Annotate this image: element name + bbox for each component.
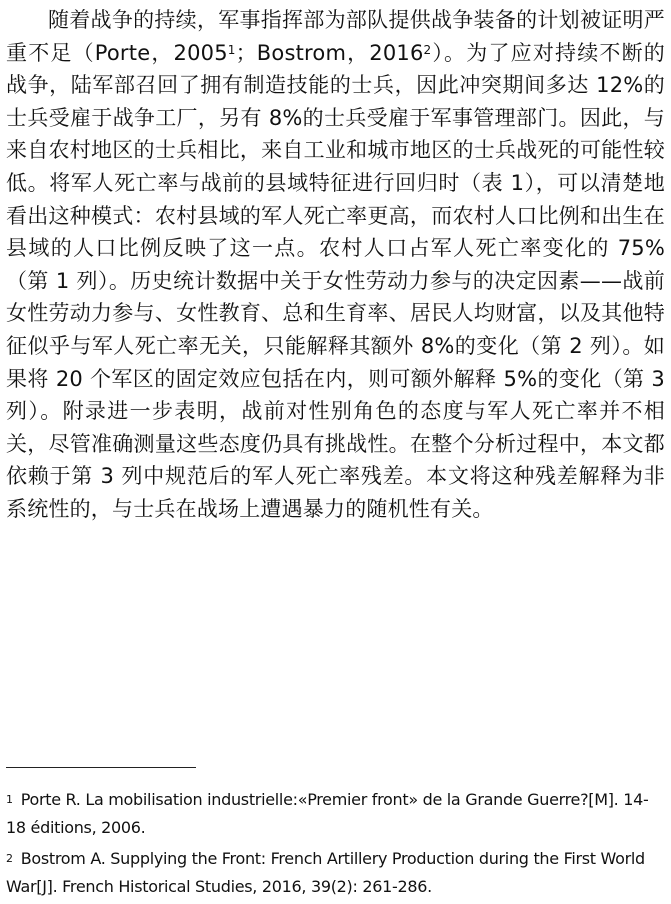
footnote-text-2: Bostrom A. Supplying the Front: French Artillery Production during the First World War[J]. French Historical Studies, 2016, 39(2): 261-286. bbox=[6, 849, 645, 896]
paragraph-text-part-3: ）。为了应对持续不断的战争，陆军部召回了拥有制造技能的士兵，因此冲突期间多达 12%的士兵受雇于战争工厂，另有 8%的士兵受雇于军事管理部门。因此，与来自农村地区的士兵相比，来自工业和城市地区的士兵战死的可能性较低。将军人死亡率与战前的县域特征进行回归时（表 1），可以清楚地看出这种模式：农村县域的军人死亡率更高，而农村人口比例和出生在县域的人口比例反映了这一点。农村人口占军人死亡率变化的 75%（第 1 列）。历史统计数据中关于女性劳动力参与的决定因素——战前女性劳动力参与、女性教育、总和生育率、居民人均财富，以及其他特征似乎与军人死亡率无关，只能解释其额外 8%的变化（第 2 列）。如果将 20 个军区的固定效应包括在内，则可额外解释 5%的变化（第 3 列）。附录进一步表明，战前对性别角色的态度与军人死亡率并不相关，尽管准确测量这些态度仍具有挑战性。在整个分析过程中，本文都依赖于第 3 列中规范后的军人死亡率残差。本文将这种残差解释为非系统性的，与士兵在战场上遭遇暴力的随机性有关。 bbox=[6, 40, 665, 521]
footnote-reference-1[interactable]: 1 bbox=[227, 42, 236, 57]
footnote-text-1: Porte R. La mobilisation industrielle:«Premier front» de la Grande Guerre?[M]. 14-18 éditions, 2006. bbox=[6, 790, 649, 837]
footnote-reference-2[interactable]: 2 bbox=[423, 42, 432, 57]
footnote-2 bbox=[6, 845, 666, 901]
footnote-mark-2: 2 bbox=[6, 852, 13, 865]
footnote-1 bbox=[6, 786, 666, 842]
footnote-mark-1: 1 bbox=[6, 793, 13, 806]
footnote-separator bbox=[6, 767, 196, 768]
paragraph-text-part-2: ；Bostrom，2016 bbox=[235, 40, 424, 65]
paragraph-text-part-1: 随着战争的持续，军事指挥部为部队提供战争装备的计划被证明严重不足（Porte，2005 bbox=[6, 8, 665, 65]
body-paragraph bbox=[6, 4, 665, 526]
footnotes-section bbox=[6, 786, 666, 904]
